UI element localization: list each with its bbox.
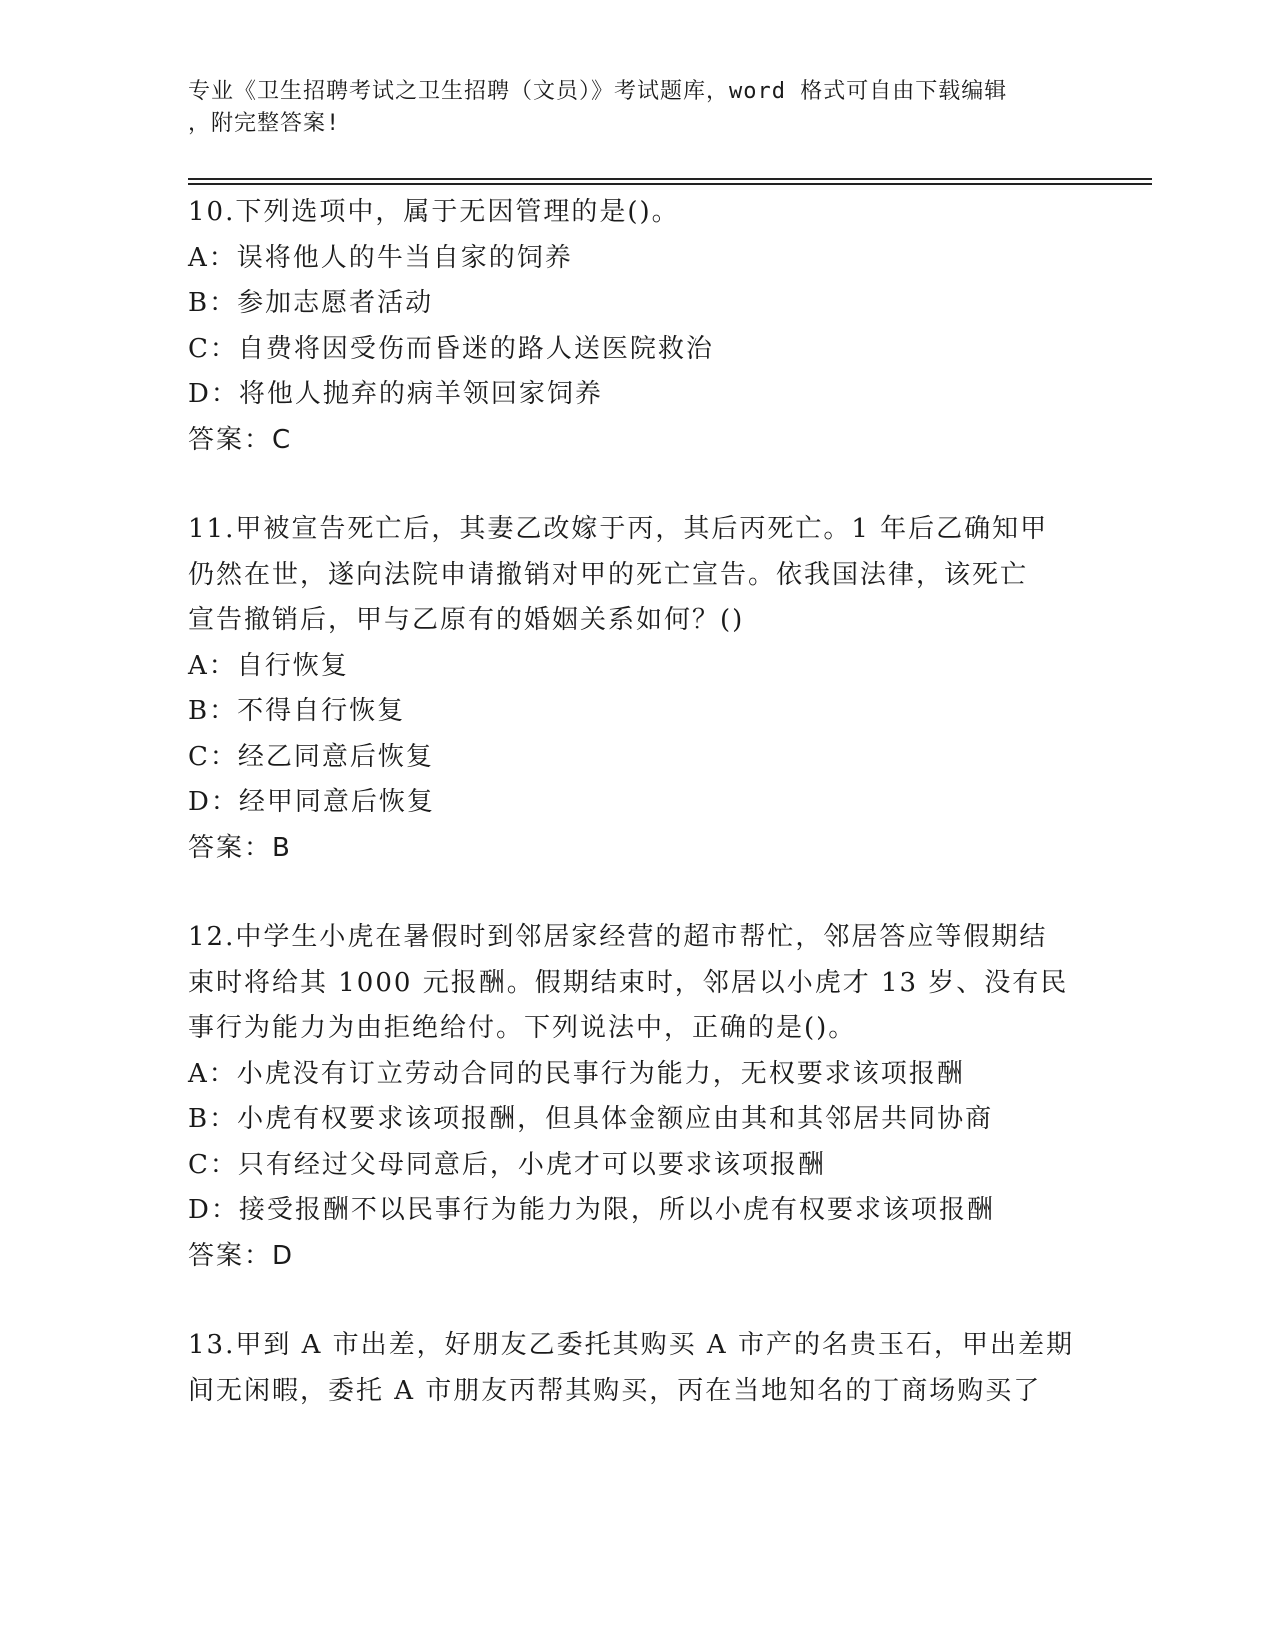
- answer-label: 答案：D: [188, 1240, 295, 1271]
- option-c: C：经乙同意后恢复: [188, 741, 434, 772]
- question-text: 间无闲暇，委托 A 市朋友丙帮其购买，丙在当地知名的丁商场购买了: [188, 1375, 1042, 1406]
- answer-label: 答案：B: [188, 832, 292, 863]
- option-a: A：自行恢复: [188, 650, 349, 681]
- document-header: [188, 76, 1068, 140]
- option-d: D：将他人抛弃的病羊领回家饲养: [188, 379, 603, 409]
- header-line-2: ，附完整答案!: [188, 111, 341, 136]
- option-c: C：只有经过父母同意后，小虎才可以要求该项报酬: [188, 1149, 826, 1180]
- question-block: [188, 915, 1088, 1279]
- question-text: 宣告撤销后，甲与乙原有的婚姻关系如何？(): [188, 605, 745, 635]
- question-text: 束时将给其 1000 元报酬。假期结束时，邻居以小虎才 13 岁、没有民: [188, 967, 1069, 998]
- option-b: B：参加志愿者活动: [188, 288, 434, 318]
- question-list: [188, 190, 1088, 1414]
- option-b: B：小虎有权要求该项报酬，但具体金额应由其和其邻居共同协商: [188, 1104, 994, 1134]
- option-d: D：经甲同意后恢复: [188, 787, 435, 817]
- header-divider-bottom: [188, 183, 1152, 185]
- question-text: 10.下列选项中，属于无因管理的是()。: [188, 197, 680, 227]
- header-divider-top: [188, 178, 1152, 180]
- header-line-1: 专业《卫生招聘考试之卫生招聘（文员）》考试题库，word 格式可自由下载编辑: [188, 79, 1008, 104]
- option-d: D：接受报酬不以民事行为能力为限，所以小虎有权要求该项报酬: [188, 1195, 995, 1225]
- question-block: [188, 507, 1088, 871]
- option-b: B：不得自行恢复: [188, 696, 406, 726]
- question-text: 事行为能力为由拒绝给付。下列说法中，正确的是()。: [188, 1013, 857, 1043]
- question-block: [188, 1323, 1088, 1414]
- answer-label: 答案：C: [188, 424, 293, 455]
- question-text: 12.中学生小虎在暑假时到邻居家经营的超市帮忙，邻居答应等假期结: [188, 922, 1048, 952]
- option-a: A：小虎没有订立劳动合同的民事行为能力，无权要求该项报酬: [188, 1058, 965, 1089]
- question-text: 11.甲被宣告死亡后，其妻乙改嫁于丙，其后丙死亡。1 年后乙确知甲: [188, 514, 1049, 544]
- question-text: 仍然在世，遂向法院申请撤销对甲的死亡宣告。依我国法律，该死亡: [188, 559, 1029, 590]
- option-c: C：自费将因受伤而昏迷的路人送医院救治: [188, 333, 714, 364]
- question-block: [188, 190, 1088, 463]
- option-a: A：误将他人的牛当自家的饲养: [188, 242, 573, 273]
- question-text: 13.甲到 A 市出差，好朋友乙委托其购买 A 市产的名贵玉石，甲出差期: [188, 1330, 1074, 1360]
